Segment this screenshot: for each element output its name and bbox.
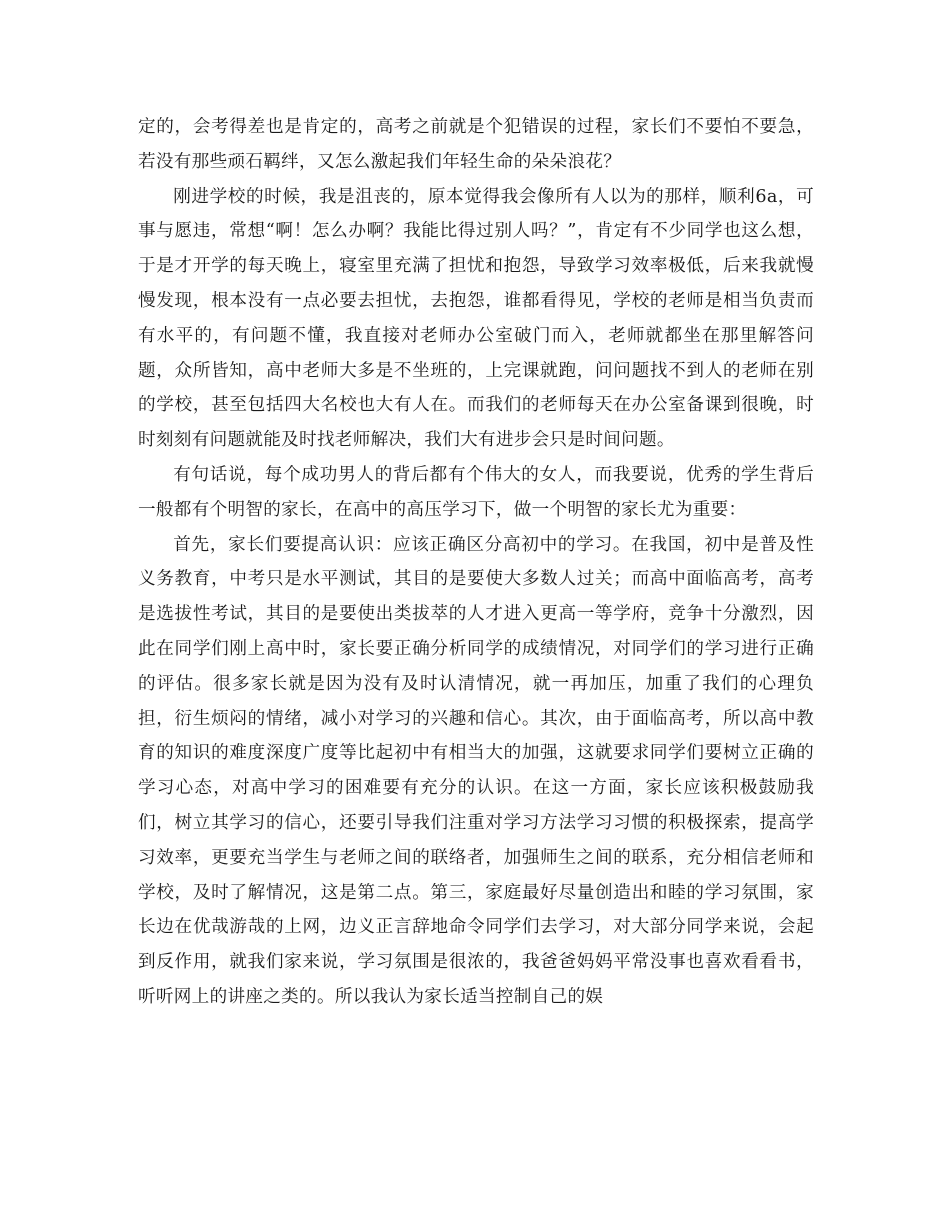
paragraph-school-start: 刚进学校的时候，我是沮丧的，原本觉得我会像所有人以为的那样，顺利6a，可事与愿违，常想“啊！怎么办啊？我能比得过别人吗？”，肯定有不少同学也这么想，于是才开学的每天晚上，寝室里充满了担忧和抱怨，导致学习效率极低，后来我就慢慢发现，根本没有一点必要去担忧，去抱怨，谁都看得见，学校的老师是相当负责而有水平的，有问题不懂，我直接对老师办公室破门而入，老师就都坐在那里解答问题，众所皆知，高中老师大多是不坐班的，上完课就跑，问问题找不到人的老师在别的学校，甚至包括四大名校也大有人在。而我们的老师每天在办公室备课到很晚，时时刻刻有问题就能及时找老师解决，我们大有进步会只是时间问题。	[138, 186, 814, 451]
paragraph-wise-parents: 有句话说，每个成功男人的背后都有个伟大的女人，而我要说，优秀的学生背后一般都有个明智的家长，在高中的高压学习下，做一个明智的家长尤为重要：	[138, 464, 814, 520]
paragraph-continuation: 定的，会考得差也是肯定的，高考之前就是个犯错误的过程，家长们不要怕不要急，若没有那些顽石羁绊，又怎么激起我们年轻生命的朵朵浪花？	[138, 117, 814, 172]
paragraph-parent-advice: 首先，家长们要提高认识：应该正确区分高初中的学习。在我国，初中是普及性义务教育，中考只是水平测试，其目的是要使大多数人过关；而高中面临高考，高考是选拔性考试，其目的是要使出类拔萃的人才进入更高一等学府，竞争十分激烈，因此在同学们刚上高中时，家长要正确分析同学的成绩情况，对同学们的学习进行正确的评估。很多家长就是因为没有及时认清情况，就一再加压，加重了我们的心理负担，衍生烦闷的情绪，减小对学习的兴趣和信心。其次，由于面临高考，所以高中教育的知识的难度深度广度等比起初中有相当大的加强，这就要求同学们要树立正确的学习心态，对高中学习的困难要有充分的认识。在这一方面，家长应该积极鼓励我们，树立其学习的信心，还要引导我们注重对学习方法学习习惯的积极探索，提高学习效率，更要充当学生与老师之间的联络者，加强师生之间的联系，充分相信老师和学校，及时了解情况，这是第二点。第三，家庭最好尽量创造出和睦的学习氛围，家长边在优哉游哉的上网，边义正言辞地命令同学们去学习，对大部分同学来说，会起到反作用，就我们家来说，学习氛围是很浓的，我爸爸妈妈平常没事也喜欢看看书，听听网上的讲座之类的。所以我认为家长适当控制自己的娱	[138, 534, 814, 1007]
document-body	[138, 110, 814, 1015]
